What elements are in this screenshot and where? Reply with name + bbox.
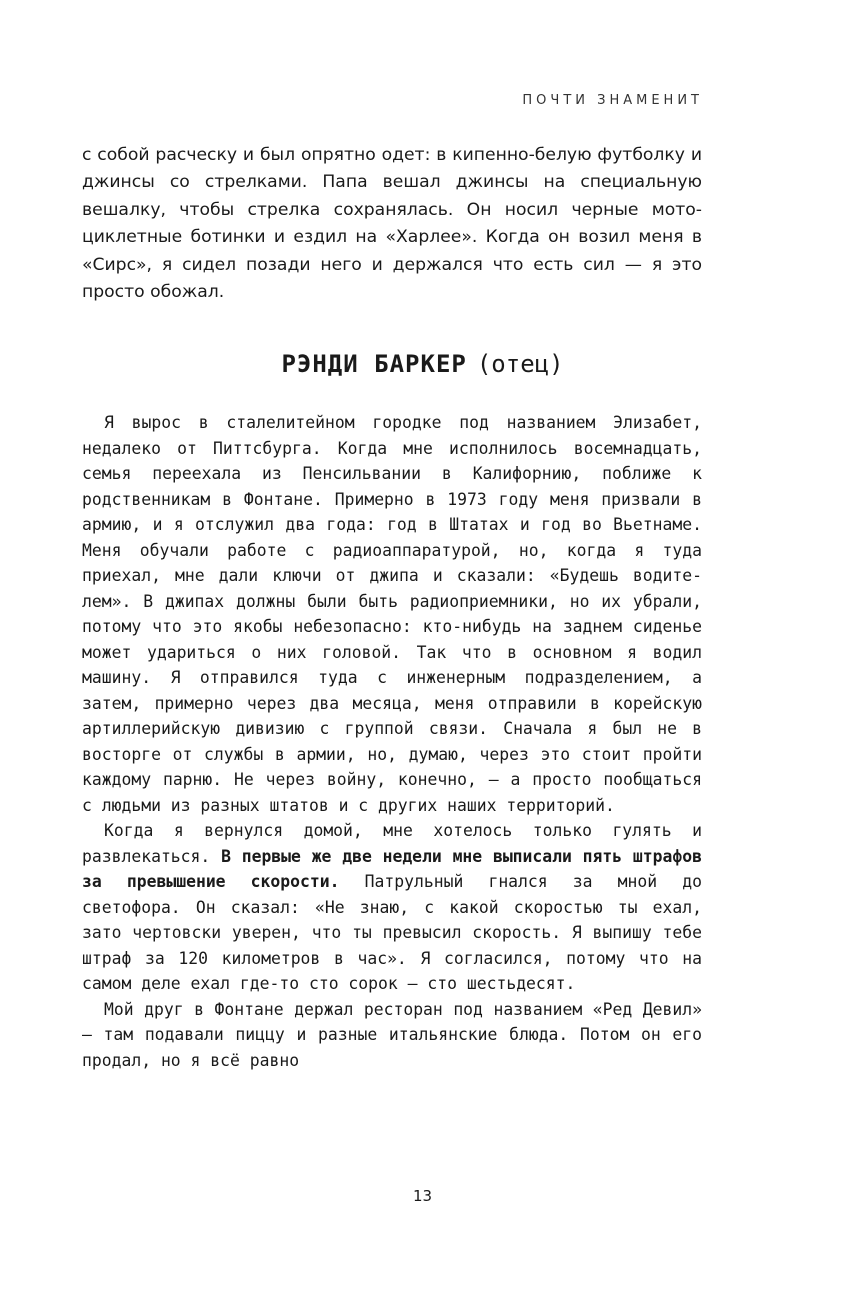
speaker-role: (отец): [476, 350, 564, 378]
page-number: 13: [412, 1187, 433, 1205]
paragraph-1: Я вырос в сталелитейном городке под названием Элизабет, недалеко от Питтсбурга. Когда мне исполнилось восемнадцать, семья переехала из Пенсильвании в Калифорнию, поближе к родственникам в Фонтане. Примерно в 1973 году меня призвали в армию, и я отслужил два года: год в Штатах и год во Вьетнаме. Меня обучали работе с радиоаппаратурой, но, когда я туда приехал, мне дали ключи от джипа и сказали: «Будешь водителем». В джипах должны были быть радиоприемники, но их убрали, потому что это якобы небезопасно: кто-нибудь на заднем сиденье может удариться о них головой. Так что в основном я водил машину. Я отправился туда с инженерным подразделением, а затем, примерно через два месяца, меня отправили в корейскую артиллерийскую дивизию с группой связи. Сначала я был не в восторге от службы в армии, но, думаю, через это стоит пройти каждому парню. Не через войну, конечно, — а просто пообщаться с людьми из разных штатов и с других наших территорий.: [82, 413, 702, 815]
paragraph-2: [82, 818, 702, 997]
section-heading: [0, 350, 845, 379]
running-header: ПОЧТИ ЗНАМЕНИТ: [522, 93, 703, 108]
paragraph-2-end: Патрульный гнался за мной до светофора. Он сказал: «Не знаю, с какой скоростью ты ехал, зато чертовски уверен, что ты превысил скорость. Я выпишу тебе штраф за 120 километров в час». Я согласился, потому что на самом деле ехал где-то сто сорок — сто шестьдесят.: [82, 872, 702, 993]
paragraph-2-bold: В первые же две недели мне выписали пять штрафов за превышение скорости.: [82, 846, 702, 891]
intro-paragraph: с собой расческу и был опрятно одет: в кипенно-белую футболку и джинсы со стрелками. Папа вешал джинсы на специальную вешалку, чтобы стрелка сохранялась. Он носил черные мотоциклетные ботинки и ездил на «Харлее». Когда он возил меня в «Сирс», я сидел позади него и держался что есть сил — я это просто обожал.: [82, 145, 702, 303]
paragraph-2-start: Когда я вернулся домой, мне хотелось только гулять и развлекаться.: [82, 821, 702, 866]
speaker-name: РЭНДИ БАРКЕР: [281, 350, 467, 378]
body-text: [82, 410, 702, 1073]
paragraph-3: Мой друг в Фонтане держал ресторан под названием «Ред Девил» — там подавали пиццу и разные итальянские блюда. Потом он его продал, но я всё равно: [82, 999, 702, 1070]
